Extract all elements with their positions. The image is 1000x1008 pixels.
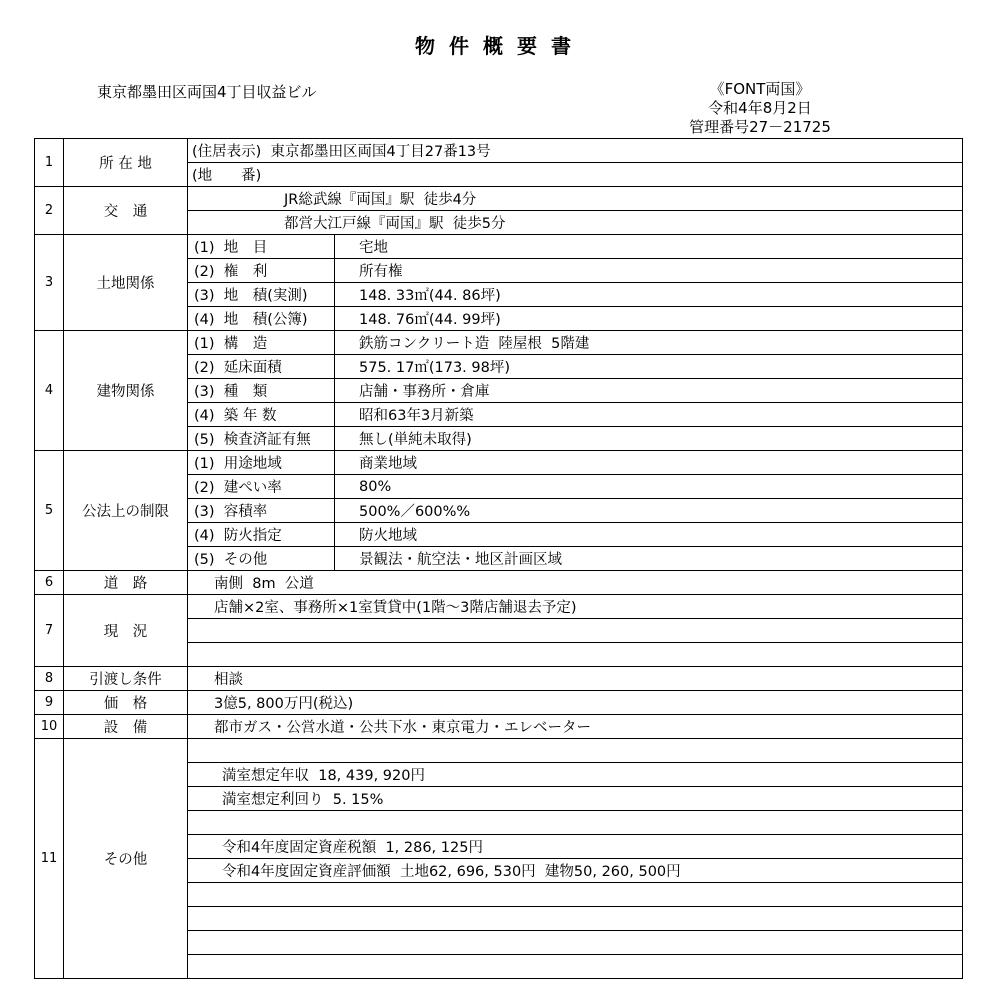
row-number: 10 bbox=[35, 715, 64, 739]
row-number: 11 bbox=[35, 739, 64, 979]
sub-item-label: (3) 容積率 bbox=[188, 499, 335, 523]
table-row bbox=[35, 187, 963, 211]
table-row bbox=[35, 451, 963, 475]
empty-line bbox=[188, 619, 963, 643]
price-value: 3億5, 800万円(税込) bbox=[188, 691, 963, 715]
access-line: 都営大江戸線『両国』駅 徒歩5分 bbox=[188, 211, 963, 235]
row-number: 7 bbox=[35, 595, 64, 667]
sub-item-value: 防火地域 bbox=[335, 523, 963, 547]
document-title: 物件概要書 bbox=[415, 34, 585, 58]
row-label: 建物関係 bbox=[64, 331, 188, 451]
row-number: 2 bbox=[35, 187, 64, 235]
other-line bbox=[188, 955, 963, 979]
row-number: 3 bbox=[35, 235, 64, 331]
sub-item-label: (5) 検査済証有無 bbox=[188, 427, 335, 451]
sub-item-value: 宅地 bbox=[335, 235, 963, 259]
sub-item-value: 所有権 bbox=[335, 259, 963, 283]
sub-item-value: 500%／600%% bbox=[335, 499, 963, 523]
row-number: 4 bbox=[35, 331, 64, 451]
row-label: 所 在 地 bbox=[64, 139, 188, 187]
other-line: 令和4年度固定資産評価額 土地62, 696, 530円 建物50, 260, 500円 bbox=[188, 859, 963, 883]
row-label: 公法上の制限 bbox=[64, 451, 188, 571]
sub-item-label: (4) 地 積(公簿) bbox=[188, 307, 335, 331]
sub-item-value: 昭和63年3月新築 bbox=[335, 403, 963, 427]
header-info bbox=[660, 80, 860, 137]
sub-item-label: (1) 地 目 bbox=[188, 235, 335, 259]
sub-item-label: (1) 構 造 bbox=[188, 331, 335, 355]
sub-item-value: 店舗・事務所・倉庫 bbox=[335, 379, 963, 403]
table-row bbox=[35, 235, 963, 259]
sub-item-value: 景観法・航空法・地区計画区域 bbox=[335, 547, 963, 571]
table-row bbox=[35, 139, 963, 163]
row-label: その他 bbox=[64, 739, 188, 979]
lot-number-line: (地 番) bbox=[188, 163, 963, 187]
other-line: 令和4年度固定資産税額 1, 286, 125円 bbox=[188, 835, 963, 859]
row-label: 設 備 bbox=[64, 715, 188, 739]
sub-item-label: (2) 延床面積 bbox=[188, 355, 335, 379]
table-row bbox=[35, 739, 963, 763]
property-summary-table bbox=[34, 138, 963, 979]
table-row bbox=[35, 571, 963, 595]
empty-line bbox=[188, 643, 963, 667]
row-label: 現 況 bbox=[64, 595, 188, 667]
other-line: 満室想定年収 18, 439, 920円 bbox=[188, 763, 963, 787]
other-line bbox=[188, 811, 963, 835]
management-number: 管理番号27－21725 bbox=[689, 118, 831, 136]
sub-item-value: 無し(単純未取得) bbox=[335, 427, 963, 451]
current-status-value: 店舗×2室、事務所×1室賃貸中(1階～3階店舗退去予定) bbox=[188, 595, 963, 619]
row-label: 価 格 bbox=[64, 691, 188, 715]
other-line: 満室想定利回り 5. 15% bbox=[188, 787, 963, 811]
sub-item-value: 575. 17㎡(173. 98坪) bbox=[335, 355, 963, 379]
other-line bbox=[188, 907, 963, 931]
row-label: 引渡し条件 bbox=[64, 667, 188, 691]
sub-item-value: 商業地域 bbox=[335, 451, 963, 475]
sub-item-label: (3) 地 積(実測) bbox=[188, 283, 335, 307]
delivery-condition-value: 相談 bbox=[188, 667, 963, 691]
other-line bbox=[188, 739, 963, 763]
sub-item-value: 148. 76㎡(44. 99坪) bbox=[335, 307, 963, 331]
row-number: 8 bbox=[35, 667, 64, 691]
row-label: 道 路 bbox=[64, 571, 188, 595]
property-subtitle: 東京都墨田区両国4丁目収益ビル bbox=[97, 83, 317, 101]
other-line bbox=[188, 931, 963, 955]
row-number: 1 bbox=[35, 139, 64, 187]
table-row bbox=[35, 691, 963, 715]
road-value: 南側 8m 公道 bbox=[188, 571, 963, 595]
sub-item-value: 148. 33㎡(44. 86坪) bbox=[335, 283, 963, 307]
property-name: 《FONT両国》 bbox=[709, 80, 811, 98]
sub-item-label: (1) 用途地域 bbox=[188, 451, 335, 475]
table-row bbox=[35, 331, 963, 355]
row-number: 6 bbox=[35, 571, 64, 595]
sub-item-label: (4) 築 年 数 bbox=[188, 403, 335, 427]
facilities-value: 都市ガス・公営水道・公共下水・東京電力・エレベーター bbox=[188, 715, 963, 739]
address-line: (住居表示) 東京都墨田区両国4丁目27番13号 bbox=[188, 139, 963, 163]
sub-item-label: (2) 建ぺい率 bbox=[188, 475, 335, 499]
document-date: 令和4年8月2日 bbox=[708, 99, 812, 117]
sub-item-label: (3) 種 類 bbox=[188, 379, 335, 403]
sub-item-label: (5) その他 bbox=[188, 547, 335, 571]
sub-item-label: (2) 権 利 bbox=[188, 259, 335, 283]
row-label: 土地関係 bbox=[64, 235, 188, 331]
sub-item-label: (4) 防火指定 bbox=[188, 523, 335, 547]
row-number: 5 bbox=[35, 451, 64, 571]
sub-item-value: 鉄筋コンクリート造 陸屋根 5階建 bbox=[335, 331, 963, 355]
access-line: JR総武線『両国』駅 徒歩4分 bbox=[188, 187, 963, 211]
row-number: 9 bbox=[35, 691, 64, 715]
other-line bbox=[188, 883, 963, 907]
row-label: 交 通 bbox=[64, 187, 188, 235]
table-row bbox=[35, 595, 963, 619]
table-row bbox=[35, 715, 963, 739]
sub-item-value: 80% bbox=[335, 475, 963, 499]
table-row bbox=[35, 667, 963, 691]
